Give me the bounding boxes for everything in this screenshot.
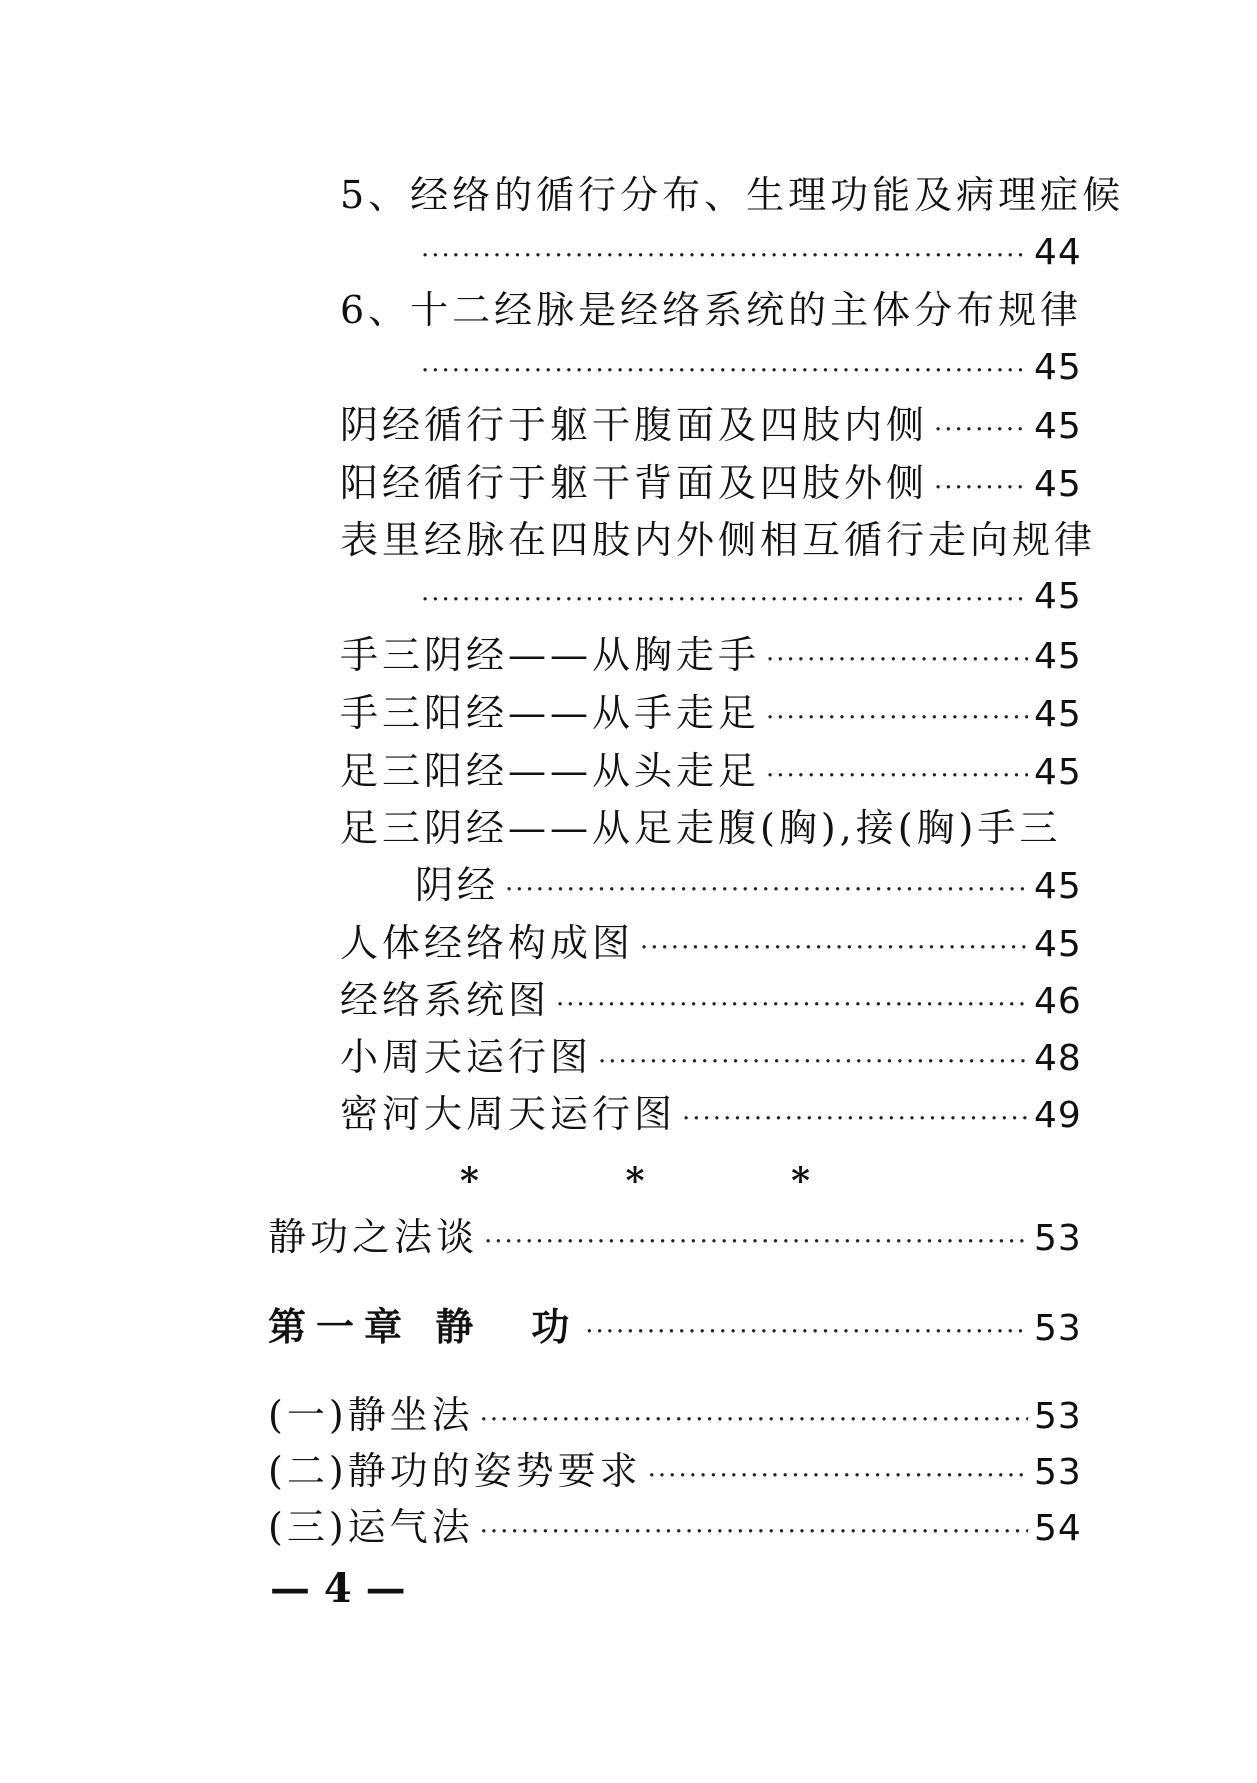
- toc-text: 5、经络的循行分布、生理功能及病理症候: [340, 173, 1125, 217]
- toc-entry: [340, 746, 1080, 796]
- toc-entry: [340, 975, 1080, 1025]
- toc-page-number: 45: [1034, 924, 1082, 965]
- toc-leader-dots: [480, 1507, 1028, 1557]
- toc-leader-dots: [934, 405, 1028, 455]
- toc-leader-dots: [682, 1094, 1028, 1144]
- toc-leader-dots: [421, 346, 1028, 396]
- toc-leader-dots: [484, 1217, 1028, 1267]
- toc-text: 密河大周天运行图: [340, 1092, 677, 1136]
- toc-leader-dots: [505, 865, 1028, 915]
- toc-page-number: 53: [1034, 1452, 1082, 1493]
- toc-entry-dots: [415, 572, 1080, 622]
- toc-leader-dots: [640, 923, 1028, 973]
- toc-entry: [340, 515, 1096, 565]
- toc-text: 6、十二经脉是经络系统的主体分布规律: [340, 288, 1083, 332]
- toc-line-5-dots: [415, 228, 1080, 278]
- toc-text: (一)静坐法: [268, 1393, 474, 1437]
- page-number-footer: — 4 —: [270, 1565, 406, 1612]
- toc-leader-dots: [766, 751, 1028, 801]
- toc-entry: [415, 860, 1080, 910]
- toc-text: 手三阴经——从胸走手: [340, 633, 761, 677]
- toc-entry: [340, 918, 1080, 968]
- toc-section: [268, 1502, 1080, 1552]
- toc-page-number: 45: [1034, 576, 1082, 617]
- toc-text: 表里经脉在四肢内外侧相互循行走向规律: [340, 518, 1097, 562]
- toc-entry: [340, 688, 1080, 738]
- toc-page-number: 46: [1034, 981, 1082, 1022]
- toc-leader-dots: [421, 575, 1028, 625]
- toc-text: 人体经络构成图: [340, 921, 635, 965]
- toc-page-number: 45: [1034, 866, 1082, 907]
- toc-text: 足三阴经——从足走腹(胸),接(胸)手三: [340, 806, 1062, 850]
- toc-leader-dots: [480, 1395, 1028, 1445]
- star-mark: *: [460, 1160, 479, 1202]
- toc-page-number: 45: [1034, 464, 1082, 505]
- toc-leader-dots: [421, 231, 1028, 281]
- toc-leader-dots: [766, 693, 1028, 743]
- toc-text: 足三阳经——从头走足: [340, 749, 761, 793]
- section-separator: [460, 1160, 810, 1202]
- toc-line-6-dots: [415, 343, 1080, 393]
- toc-text: (二)静功的姿势要求: [268, 1449, 642, 1493]
- toc-leader-dots: [766, 635, 1028, 685]
- toc-page-number: 44: [1034, 232, 1082, 273]
- toc-page-number: 45: [1034, 636, 1082, 677]
- toc-leader-dots: [585, 1307, 1028, 1357]
- toc-text: 经络系统图: [340, 978, 551, 1022]
- star-mark: *: [625, 1160, 645, 1202]
- toc-text: 阳经循行于躯干背面及四肢外侧: [340, 461, 929, 505]
- toc-leader-dots: [556, 980, 1028, 1030]
- toc-section: [268, 1446, 1080, 1496]
- toc-text: 手三阳经——从手走足: [340, 691, 761, 735]
- toc-page-number: 49: [1034, 1095, 1082, 1136]
- toc-entry: [340, 630, 1080, 680]
- toc-entry: [340, 803, 1061, 853]
- toc-chapter: [268, 1302, 1080, 1352]
- toc-line-5: [340, 170, 1124, 220]
- toc-page-number: 48: [1034, 1038, 1082, 1079]
- toc-entry: [340, 400, 1080, 450]
- toc-leader-dots: [934, 463, 1028, 513]
- toc-page-number: 54: [1034, 1508, 1082, 1549]
- toc-entry: [340, 458, 1080, 508]
- toc-leader-dots: [598, 1037, 1028, 1087]
- toc-page-number: 45: [1034, 694, 1082, 735]
- star-mark: *: [791, 1160, 810, 1202]
- toc-text: 阴经: [415, 863, 500, 907]
- chapter-title: 第一章 静 功: [268, 1304, 580, 1349]
- toc-text: 阴经循行于躯干腹面及四肢内侧: [340, 403, 929, 447]
- toc-entry: [340, 1032, 1080, 1082]
- toc-page-number: 45: [1034, 406, 1082, 447]
- toc-text: (三)运气法: [268, 1505, 474, 1549]
- toc-page-number: 53: [1034, 1308, 1082, 1349]
- toc-text: 小周天运行图: [340, 1035, 593, 1079]
- toc-page-number: 45: [1034, 347, 1082, 388]
- toc-section: [268, 1390, 1080, 1440]
- toc-entry: [340, 1089, 1080, 1139]
- toc-page-number: 53: [1034, 1218, 1082, 1259]
- toc-section: [268, 1212, 1080, 1262]
- toc-line-6: [340, 285, 1082, 335]
- toc-page-number: 53: [1034, 1396, 1082, 1437]
- toc-text: 静功之法谈: [268, 1215, 479, 1259]
- toc-page-number: 45: [1034, 752, 1082, 793]
- toc-leader-dots: [648, 1451, 1028, 1501]
